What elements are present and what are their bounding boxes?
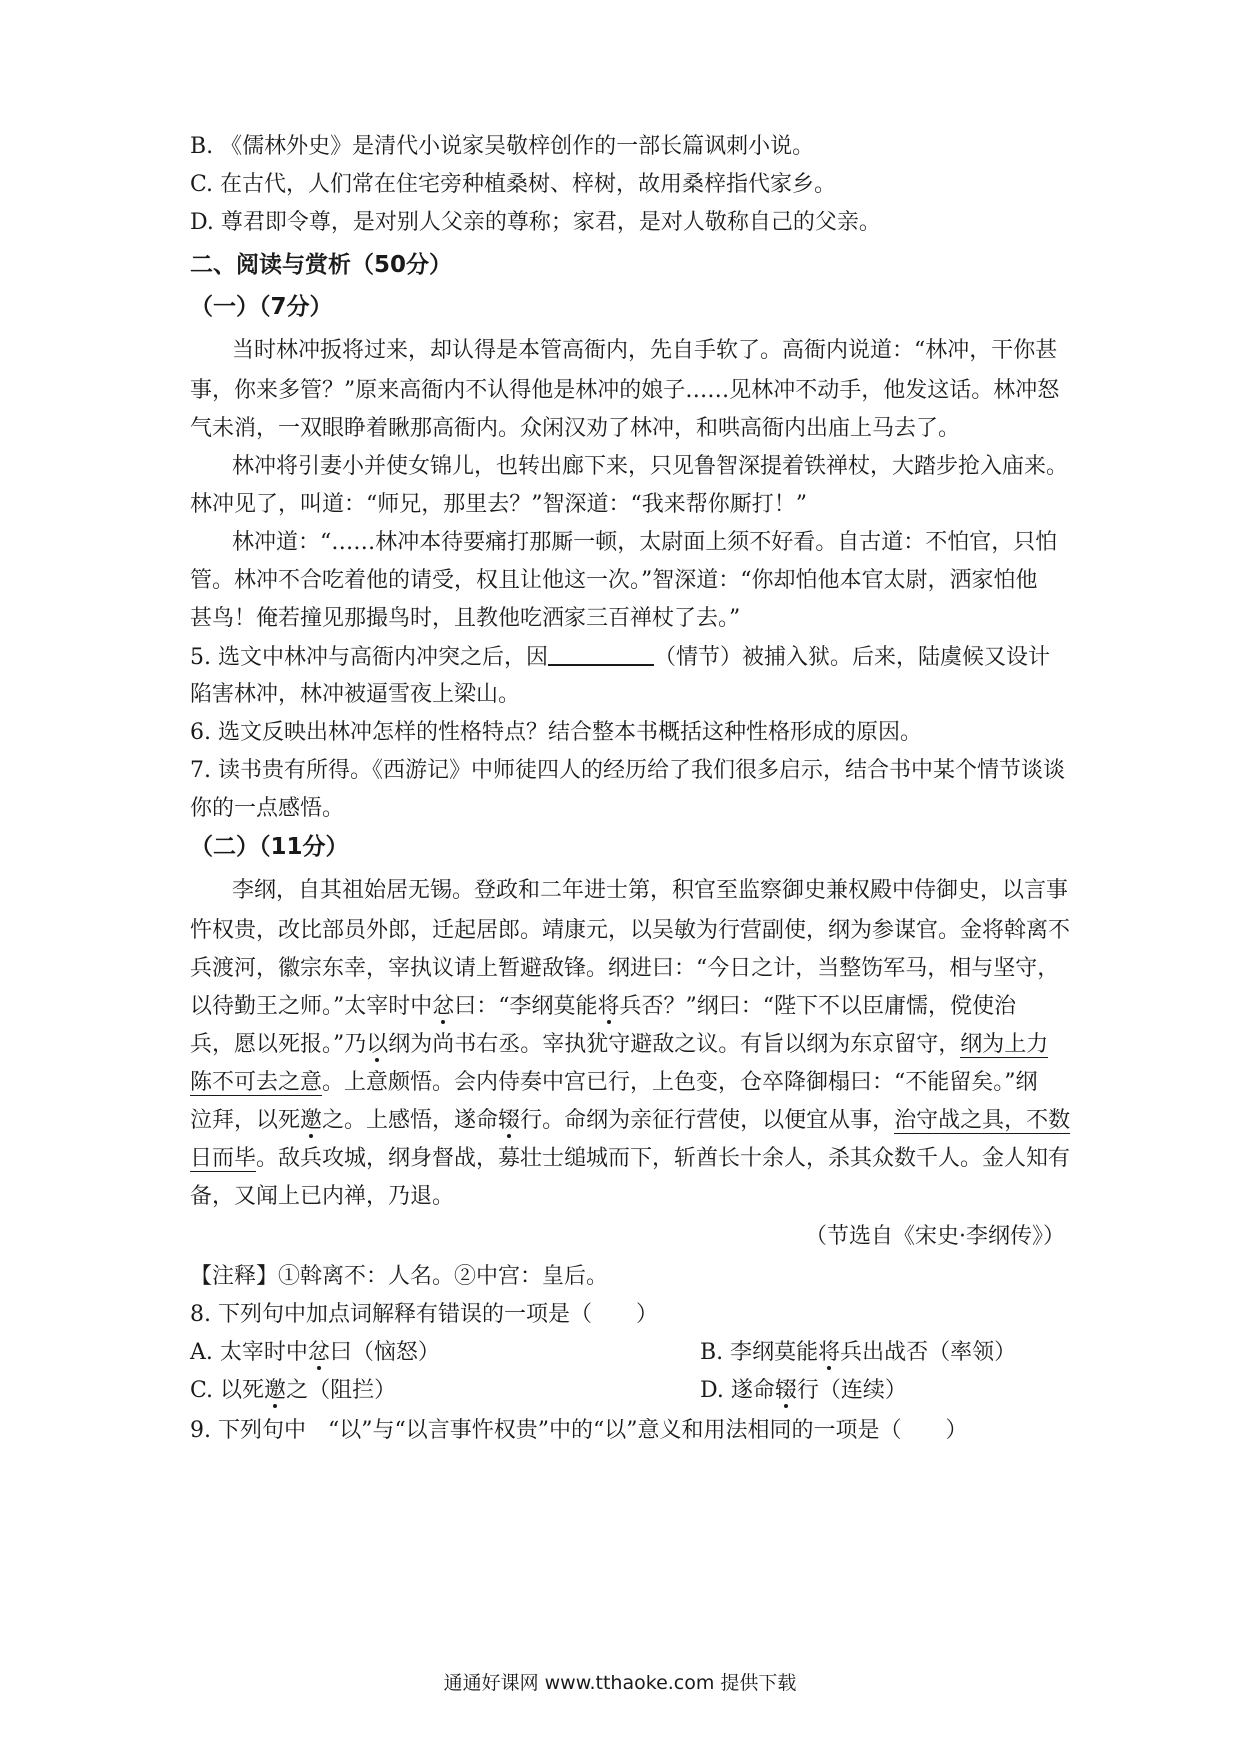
passage1-line: 气未消，一双眼睁着瞅那高衙内。众闲汉劝了林冲，和哄高衙内出庙上马去了。 <box>190 416 961 441</box>
option-c: C. 在古代，人们常在住宅旁种植桑树、梓树，故用桑梓指代家乡。 <box>190 172 837 197</box>
question-8: 8. 下列句中加点词解释有错误的一项是（ ） <box>190 1302 658 1327</box>
question-7: 7. 读书贵有所得。《西游记》中师徒四人的经历给了我们很多启示，结合书中某个情节谈谈 <box>190 758 1065 783</box>
text-span: 。敌兵攻城，纲身督战，募壮士缒城而下，斩酋长十余人，杀其众数千人。金人知有 <box>256 1146 1071 1171</box>
text-span: 行（连续） <box>796 1378 907 1403</box>
dotted-word: 将 <box>818 1340 841 1365</box>
text-span: B. 李纲莫能 <box>700 1340 819 1365</box>
section-title: 二、阅读与赏析（50分） <box>190 252 453 278</box>
text-span: D. 遂命 <box>700 1378 775 1403</box>
option-d: D. 尊君即令尊，是对别人父亲的尊称；家君，是对人敬称自己的父亲。 <box>190 210 881 235</box>
source-citation: （节选自《宋史·李纲传》） <box>805 1224 1065 1249</box>
text-span: A. 太宰时中 <box>190 1340 308 1365</box>
underlined-sentence: 日而毕 <box>190 1146 257 1171</box>
text-span: 之（阻拦） <box>286 1378 397 1403</box>
text-span: 兵出战否（率领） <box>840 1340 1017 1365</box>
passage2-line <box>190 992 1070 1022</box>
text-span: C. 以死 <box>190 1378 265 1403</box>
q8-option-d[interactable] <box>700 1376 1080 1406</box>
dotted-word: 辍 <box>774 1378 797 1403</box>
passage2-line: 备，又闻上已内禅，乃退。 <box>190 1184 455 1209</box>
passage2-line: 忤权贵，改比部员外郎，迁起居郎。靖康元，以吴敏为行营副使，纲为参谋官。金将斡离不 <box>190 918 1071 943</box>
passage2-line: 李纲，自其祖始居无锡。登政和二年进士第，积官至监察御史兼权殿中侍御史，以言事 <box>232 878 1069 903</box>
text-span: 之。上感悟，遂命 <box>322 1108 499 1133</box>
q8-option-b[interactable] <box>700 1338 1080 1368</box>
text-span: 曰：“李纲莫能 <box>454 994 598 1019</box>
question-7-line2: 你的一点感悟。 <box>190 796 345 821</box>
text-span: 兵，愿以死报。”乃 <box>190 1032 367 1057</box>
passage1-line: 林冲见了，叫道：“师兄，那里去？”智深道：“我来帮你厮打！” <box>190 492 807 517</box>
text-span: 。上意颇悟。会内侍奏中宫已行，上色变，仓卒降御榻曰：“不能留矣。”纲 <box>322 1070 1038 1095</box>
passage2-line <box>190 1030 1070 1060</box>
part1-title: （一）（7分） <box>190 294 333 320</box>
question-5 <box>190 642 1070 673</box>
text-span: 泣拜，以死 <box>190 1108 301 1133</box>
text-span: 行。命纲为亲征行营使，以便宜从事， <box>520 1108 895 1133</box>
option-b: B. 《儒林外史》是清代小说家吴敬梓创作的一部长篇讽刺小说。 <box>190 134 815 159</box>
text-span: 纲为尚书右丞。宰执犹守避敌之议。有旨以纲为东京留守， <box>388 1032 961 1057</box>
passage1-line: 甚鸟！俺若撞见那撮鸟时，且教他吃洒家三百禅杖了去。” <box>190 606 741 631</box>
passage2-line <box>190 1106 1070 1136</box>
underlined-sentence: 治守战之具，不数 <box>894 1108 1071 1133</box>
dotted-word: 将 <box>597 994 620 1019</box>
dotted-word: 忿 <box>307 1340 330 1365</box>
passage1-line: 当时林冲扳将过来，却认得是本管高衙内，先自手软了。高衙内说道：“林冲，干你甚 <box>232 338 1058 363</box>
dotted-word: 邀 <box>264 1378 287 1403</box>
q5-suffix: （情节）被捕入狱。后来，陆虞候又设计 <box>654 645 1051 670</box>
dotted-word: 辍 <box>498 1108 521 1133</box>
underlined-sentence: 纲为上力 <box>960 1032 1049 1057</box>
passage1-line: 林冲道：“……林冲本待要痛打那厮一顿，太尉面上须不好看。自古道：不怕官，只怕 <box>232 530 1058 555</box>
text-span: 曰（恼怒） <box>329 1340 440 1365</box>
passage1-line: 事，你来多管？”原来高衙内不认得他是林冲的娘子……见林冲不动手，他发这话。林冲怒 <box>190 378 1060 403</box>
q8-option-c[interactable] <box>190 1376 670 1406</box>
passage2-line <box>190 1144 1070 1174</box>
passage2-line <box>190 1068 1070 1098</box>
underlined-sentence: 陈不可去之意 <box>190 1070 323 1095</box>
passage1-line: 林冲将引妻小并使女锦儿，也转出廊下来，只见鲁智深提着铁禅杖，大踏步抢入庙来。 <box>232 454 1069 479</box>
dotted-word: 邀 <box>300 1108 323 1133</box>
annotation-note: 【注释】①斡离不：人名。②中宫：皇后。 <box>190 1264 609 1289</box>
q5-prefix: 5. 选文中林冲与高衙内冲突之后，因 <box>190 645 548 670</box>
q8-option-a[interactable] <box>190 1338 670 1368</box>
question-6: 6. 选文反映出林冲怎样的性格特点？结合整本书概括这种性格形成的原因。 <box>190 720 922 745</box>
passage2-line: 兵渡河，徽宗东幸，宰执议请上暂避敌锋。纲进曰：“今日之计，当整饬军马，相与坚守， <box>190 956 1060 981</box>
text-span: 兵否？”纲曰：“陛下不以臣庸懦，傥使治 <box>619 994 1017 1019</box>
footer-watermark: 通通好课网 www.tthaoke.com 提供下载 <box>443 1672 797 1694</box>
text-span: 以待勤王之师。”太宰时中 <box>190 994 433 1019</box>
question-9: 9. 下列句中 “以”与“以言事忤权贵”中的“以”意义和用法相同的一项是（ ） <box>190 1418 968 1443</box>
answer-blank[interactable] <box>548 642 654 666</box>
dotted-word: 以 <box>366 1032 389 1057</box>
passage1-line: 管。林冲不合吃着他的请受，权且让他这一次。”智深道：“你却怕他本官太尉，洒家怕他 <box>190 568 1038 593</box>
dotted-word: 忿 <box>432 994 455 1019</box>
part2-title: （二）（11分） <box>190 834 349 860</box>
question-5-line2: 陷害林冲，林冲被逼雪夜上梁山。 <box>190 682 521 707</box>
